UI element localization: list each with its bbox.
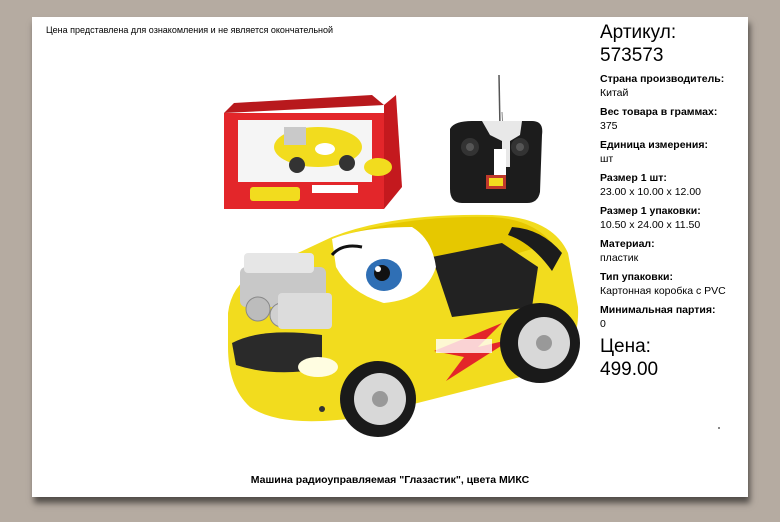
spec-label: Страна производитель: [600,73,725,85]
remote-control-image [450,75,542,203]
spec-label: Размер 1 упаковки: [600,205,701,217]
spec-item-size [600,172,750,199]
price-label: Цена: [600,336,651,357]
package-box-image [224,95,402,209]
price-block [600,335,750,381]
spec-weight [600,106,750,133]
spec-package-size [600,205,750,232]
price-value: 499.00 [600,359,659,380]
spec-value: Картонная коробка с PVC [600,285,726,297]
price-disclaimer: Цена представлена для ознакомления и не является окончательной [46,25,334,35]
spec-value: 23.00 x 10.00 x 12.00 [600,186,701,198]
spec-label: Минимальная партия: [600,304,716,316]
product-card [32,17,748,497]
spec-value: 375 [600,120,618,132]
sku-label: Артикул: [600,22,677,43]
spec-label: Материал: [600,238,655,250]
product-title: Машина радиоуправляемая "Глазастик", цвета МИКС [250,474,530,486]
decorative-dot [718,427,720,429]
spec-min-order [600,304,750,331]
spec-value: шт [600,153,614,165]
product-info-panel [600,21,750,381]
spec-label: Размер 1 шт: [600,172,667,184]
spec-value: 0 [600,318,606,330]
spec-package-type [600,271,750,298]
sku-value: 573573 [600,45,664,66]
spec-label: Единица измерения: [600,139,708,151]
spec-country [600,73,750,100]
spec-value: пластик [600,252,639,264]
spec-value: 10.50 x 24.00 x 11.50 [600,219,701,231]
spec-label: Тип упаковки: [600,271,673,283]
spec-unit [600,139,750,166]
spec-value: Китай [600,87,629,99]
spec-material [600,238,750,265]
spec-label: Вес товара в граммах: [600,106,718,118]
toy-car-image [228,215,580,437]
